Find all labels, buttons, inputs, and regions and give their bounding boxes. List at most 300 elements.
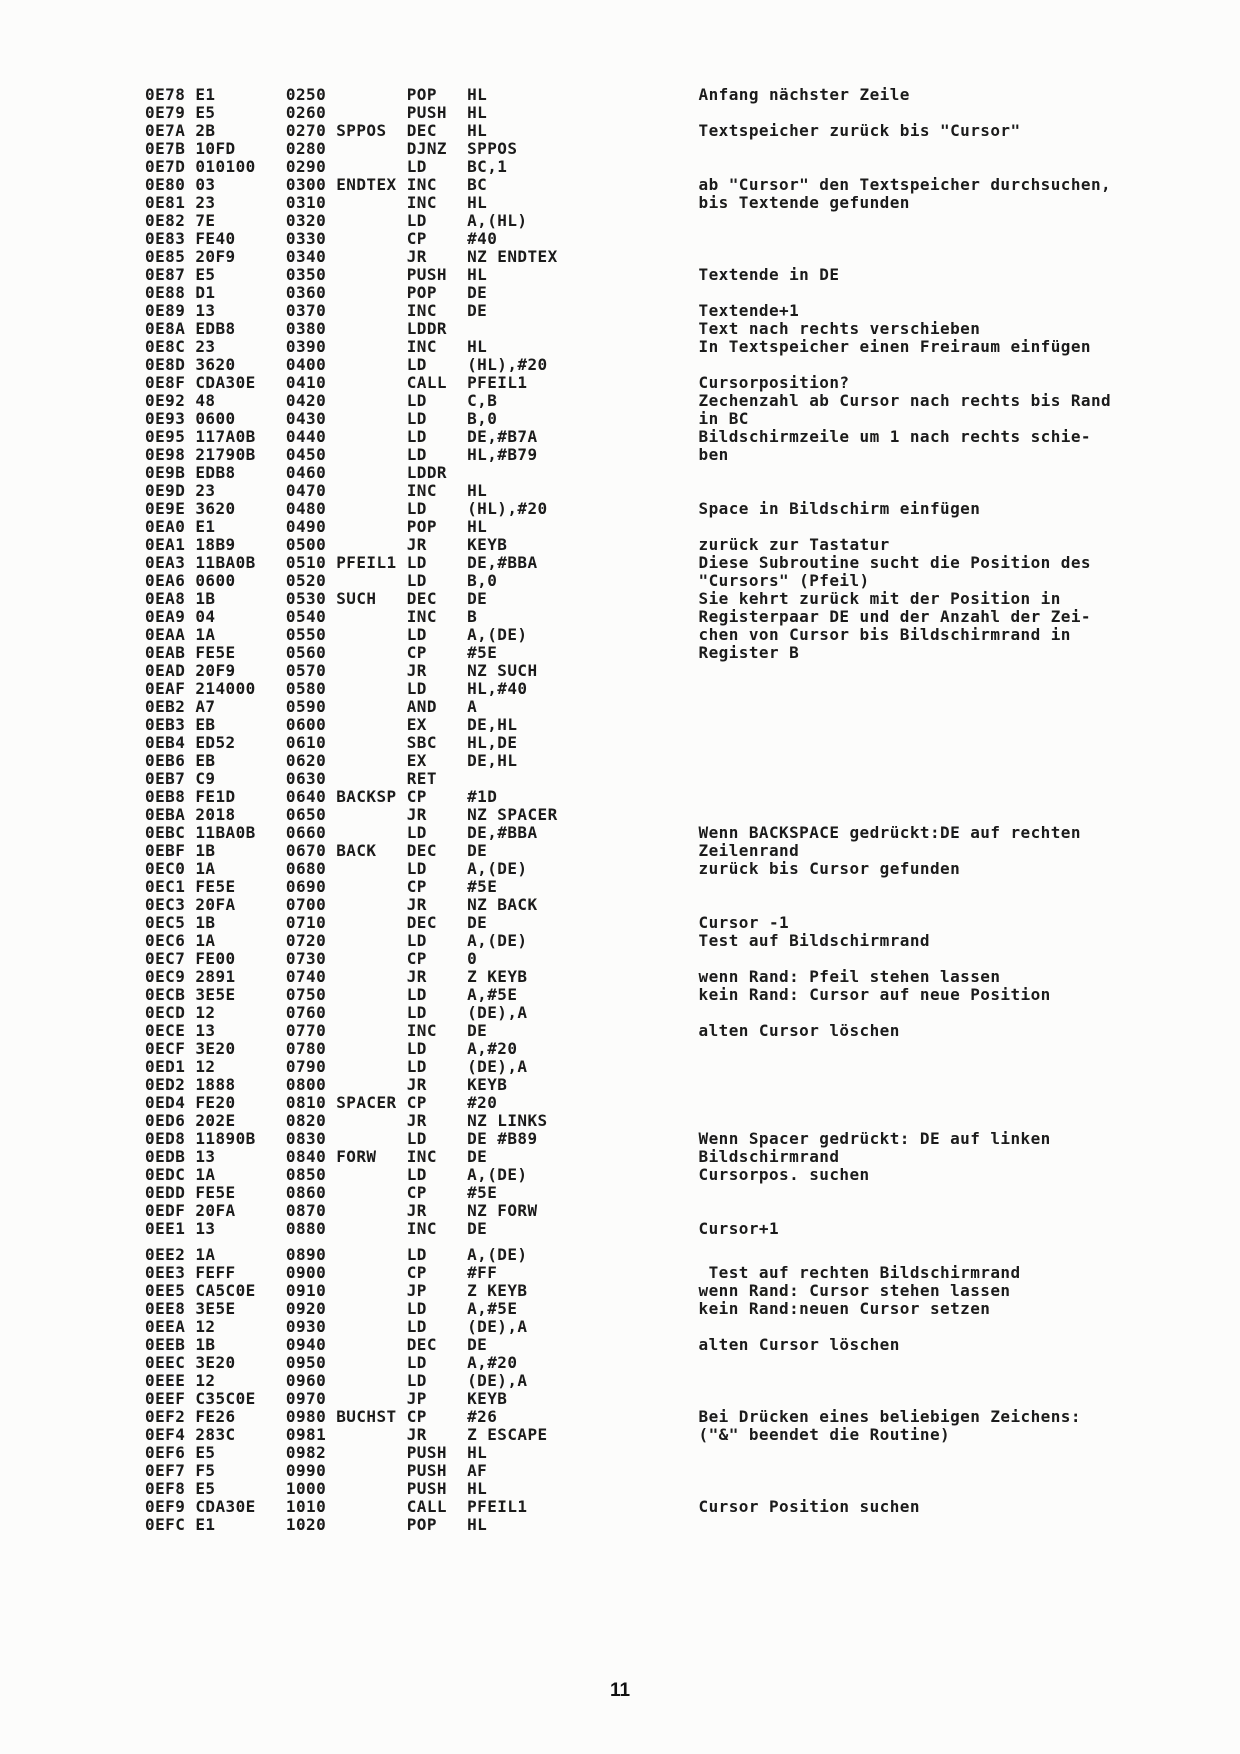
address-cell: 0E8D bbox=[145, 355, 196, 374]
bytes-cell: EDB8 bbox=[195, 319, 286, 338]
mnemonic-cell: JR bbox=[406, 967, 468, 986]
label-cell bbox=[336, 1003, 406, 1022]
address-cell: 0E80 bbox=[145, 175, 196, 194]
line-number-cell: 0700 bbox=[285, 895, 337, 914]
line-number-cell: 0490 bbox=[285, 517, 337, 536]
line-number-cell: 0850 bbox=[285, 1165, 337, 1184]
mnemonic-cell: LD bbox=[406, 1299, 468, 1318]
label-cell: SUCH bbox=[336, 589, 407, 608]
label-cell bbox=[336, 283, 406, 302]
address-cell: 0EB4 bbox=[145, 733, 196, 752]
address-cell: 0E92 bbox=[145, 391, 196, 410]
mnemonic-cell: INC bbox=[406, 1147, 468, 1166]
comment-cell: chen von Cursor bis Bildschirmrand in bbox=[698, 625, 1071, 644]
address-cell: 0EAF bbox=[145, 679, 196, 698]
bytes-cell: 3E5E bbox=[195, 985, 286, 1004]
listing-row bbox=[145, 1498, 1111, 1516]
label-cell bbox=[336, 949, 406, 968]
mnemonic-cell: INC bbox=[406, 481, 468, 500]
label-cell bbox=[336, 445, 406, 464]
mnemonic-cell: CP bbox=[406, 787, 468, 806]
address-cell: 0EA9 bbox=[145, 607, 196, 626]
label-cell bbox=[336, 877, 406, 896]
listing-row bbox=[145, 896, 1111, 914]
label-cell bbox=[336, 1129, 406, 1148]
mnemonic-cell: LD bbox=[406, 1003, 468, 1022]
operand-cell bbox=[467, 769, 698, 788]
listing-row bbox=[145, 1094, 1111, 1112]
operand-cell bbox=[467, 319, 698, 338]
comment-cell: Space in Bildschirm einfügen bbox=[698, 499, 981, 518]
comment-cell: ben bbox=[698, 445, 729, 464]
mnemonic-cell: INC bbox=[406, 193, 468, 212]
bytes-cell: 0600 bbox=[195, 571, 286, 590]
operand-cell: DE bbox=[467, 913, 699, 932]
address-cell: 0E7A bbox=[145, 121, 196, 140]
operand-cell: A,(HL) bbox=[467, 211, 699, 230]
bytes-cell: 23 bbox=[195, 337, 286, 356]
address-cell: 0E9D bbox=[145, 481, 196, 500]
bytes-cell: 1B bbox=[195, 913, 286, 932]
label-cell: SPACER bbox=[336, 1093, 407, 1112]
label-cell bbox=[336, 517, 406, 536]
listing-row bbox=[145, 518, 1111, 536]
address-cell: 0EC0 bbox=[145, 859, 196, 878]
mnemonic-cell: LDDR bbox=[406, 463, 468, 482]
listing-row bbox=[145, 428, 1111, 446]
line-number-cell: 0350 bbox=[285, 265, 337, 284]
operand-cell: HL bbox=[467, 517, 699, 536]
label-cell bbox=[336, 1165, 406, 1184]
label-cell bbox=[336, 1201, 406, 1220]
listing-row bbox=[145, 410, 1111, 428]
listing-row bbox=[145, 302, 1111, 320]
address-cell: 0EBA bbox=[145, 805, 196, 824]
mnemonic-cell: LD bbox=[406, 157, 468, 176]
address-cell: 0E88 bbox=[145, 283, 196, 302]
operand-cell: DE bbox=[467, 283, 699, 302]
line-number-cell: 0580 bbox=[285, 679, 337, 698]
comment-cell: Cursorposition? bbox=[698, 373, 850, 392]
bytes-cell: 13 bbox=[195, 1021, 286, 1040]
label-cell bbox=[336, 1219, 406, 1238]
label-cell bbox=[336, 715, 406, 734]
label-cell bbox=[336, 751, 406, 770]
operand-cell: A,(DE) bbox=[467, 931, 699, 950]
listing-row bbox=[145, 140, 1111, 158]
line-number-cell: 0982 bbox=[285, 1443, 337, 1462]
listing-row bbox=[145, 770, 1111, 788]
listing-row bbox=[145, 446, 1111, 464]
label-cell: BUCHST bbox=[336, 1407, 407, 1426]
listing-row bbox=[145, 644, 1111, 662]
comment-cell: Cursor+1 bbox=[698, 1219, 780, 1238]
line-number-cell: 0880 bbox=[285, 1219, 337, 1238]
line-number-cell: 0680 bbox=[285, 859, 337, 878]
line-number-cell: 0980 bbox=[285, 1407, 337, 1426]
line-number-cell: 0730 bbox=[285, 949, 337, 968]
address-cell: 0E85 bbox=[145, 247, 196, 266]
label-cell bbox=[336, 391, 406, 410]
operand-cell: A,(DE) bbox=[467, 1245, 699, 1264]
mnemonic-cell: LD bbox=[406, 409, 468, 428]
listing-row bbox=[145, 932, 1111, 950]
line-number-cell: 0310 bbox=[285, 193, 337, 212]
operand-cell: HL bbox=[467, 193, 699, 212]
line-number-cell: 0981 bbox=[285, 1425, 337, 1444]
label-cell bbox=[336, 859, 406, 878]
comment-cell: Anfang nächster Zeile bbox=[698, 85, 910, 104]
listing-row bbox=[145, 1246, 1111, 1264]
line-number-cell: 0910 bbox=[285, 1281, 337, 1300]
label-cell bbox=[336, 1443, 406, 1462]
comment-cell: Bildschirmzeile um 1 nach rechts schie- bbox=[698, 427, 1091, 446]
listing-row bbox=[145, 1264, 1111, 1282]
label-cell bbox=[336, 571, 406, 590]
comment-cell: Bei Drücken eines beliebigen Zeichens: bbox=[698, 1407, 1081, 1426]
mnemonic-cell: LD bbox=[406, 931, 468, 950]
label-cell bbox=[336, 1111, 406, 1130]
line-number-cell: 0710 bbox=[285, 913, 337, 932]
address-cell: 0EC9 bbox=[145, 967, 196, 986]
address-cell: 0EF6 bbox=[145, 1443, 196, 1462]
bytes-cell: 12 bbox=[195, 1317, 286, 1336]
comment-cell: wenn Rand: Cursor stehen lassen bbox=[698, 1281, 1011, 1300]
mnemonic-cell: LD bbox=[406, 1371, 468, 1390]
bytes-cell: 1A bbox=[195, 1245, 286, 1264]
operand-cell: (DE),A bbox=[467, 1057, 699, 1076]
address-cell: 0EE1 bbox=[145, 1219, 196, 1238]
address-cell: 0EC5 bbox=[145, 913, 196, 932]
bytes-cell: 12 bbox=[195, 1371, 286, 1390]
bytes-cell: 10FD bbox=[195, 139, 286, 158]
mnemonic-cell: RET bbox=[406, 769, 468, 788]
comment-cell: Sie kehrt zurück mit der Position in bbox=[698, 589, 1061, 608]
bytes-cell: 11BA0B bbox=[195, 823, 286, 842]
address-cell: 0E9E bbox=[145, 499, 196, 518]
listing-row bbox=[145, 1444, 1111, 1462]
line-number-cell: 0360 bbox=[285, 283, 337, 302]
bytes-cell: E5 bbox=[195, 1479, 286, 1498]
bytes-cell: 214000 bbox=[195, 679, 286, 698]
label-cell: SPPOS bbox=[336, 121, 407, 140]
line-number-cell: 0480 bbox=[285, 499, 337, 518]
bytes-cell: 48 bbox=[195, 391, 286, 410]
mnemonic-cell: JR bbox=[406, 895, 468, 914]
bytes-cell: E1 bbox=[195, 85, 286, 104]
line-number-cell: 0330 bbox=[285, 229, 337, 248]
address-cell: 0E81 bbox=[145, 193, 196, 212]
operand-cell: DE,#BBA bbox=[467, 553, 699, 572]
listing-row bbox=[145, 1076, 1111, 1094]
operand-cell: BC,1 bbox=[467, 157, 699, 176]
address-cell: 0ED6 bbox=[145, 1111, 196, 1130]
mnemonic-cell: CP bbox=[406, 1407, 468, 1426]
label-cell bbox=[336, 499, 406, 518]
label-cell bbox=[336, 103, 406, 122]
address-cell: 0ED2 bbox=[145, 1075, 196, 1094]
bytes-cell: 20FA bbox=[195, 1201, 286, 1220]
operand-cell: B,0 bbox=[467, 409, 699, 428]
address-cell: 0EDB bbox=[145, 1147, 196, 1166]
comment-cell: ab "Cursor" den Textspeicher durchsuchen, bbox=[698, 175, 1112, 194]
mnemonic-cell: LD bbox=[406, 1165, 468, 1184]
operand-cell: HL,DE bbox=[467, 733, 699, 752]
operand-cell: Z KEYB bbox=[467, 1281, 699, 1300]
mnemonic-cell: PUSH bbox=[406, 103, 468, 122]
mnemonic-cell: LD bbox=[406, 985, 468, 1004]
operand-cell: DE,#B7A bbox=[467, 427, 699, 446]
mnemonic-cell: EX bbox=[406, 715, 468, 734]
line-number-cell: 0760 bbox=[285, 1003, 337, 1022]
label-cell bbox=[336, 769, 406, 788]
operand-cell: DE,HL bbox=[467, 751, 699, 770]
operand-cell: A,(DE) bbox=[467, 625, 699, 644]
operand-cell: B bbox=[467, 607, 699, 626]
mnemonic-cell: LD bbox=[406, 823, 468, 842]
address-cell: 0EB3 bbox=[145, 715, 196, 734]
mnemonic-cell: PUSH bbox=[406, 265, 468, 284]
label-cell bbox=[336, 1371, 406, 1390]
address-cell: 0E79 bbox=[145, 103, 196, 122]
mnemonic-cell: LD bbox=[406, 1353, 468, 1372]
listing-row bbox=[145, 1462, 1111, 1480]
listing-row bbox=[145, 1022, 1111, 1040]
mnemonic-cell: LD bbox=[406, 445, 468, 464]
address-cell: 0EA1 bbox=[145, 535, 196, 554]
line-number-cell: 0810 bbox=[285, 1093, 337, 1112]
bytes-cell: FEFF bbox=[195, 1263, 286, 1282]
listing-row bbox=[145, 698, 1111, 716]
operand-cell: A,(DE) bbox=[467, 1165, 699, 1184]
line-number-cell: 0550 bbox=[285, 625, 337, 644]
bytes-cell: FE00 bbox=[195, 949, 286, 968]
listing-row bbox=[145, 1390, 1111, 1408]
label-cell: ENDTEX bbox=[336, 175, 407, 194]
label-cell bbox=[336, 481, 406, 500]
label-cell: PFEIL1 bbox=[336, 553, 407, 572]
operand-cell: #FF bbox=[467, 1263, 699, 1282]
bytes-cell: 0600 bbox=[195, 409, 286, 428]
bytes-cell: 1B bbox=[195, 841, 286, 860]
address-cell: 0ED1 bbox=[145, 1057, 196, 1076]
operand-cell: A,#5E bbox=[467, 985, 699, 1004]
bytes-cell: 2891 bbox=[195, 967, 286, 986]
bytes-cell: 3E5E bbox=[195, 1299, 286, 1318]
label-cell bbox=[336, 1057, 406, 1076]
label-cell bbox=[336, 895, 406, 914]
line-number-cell: 0600 bbox=[285, 715, 337, 734]
line-number-cell: 0750 bbox=[285, 985, 337, 1004]
mnemonic-cell: JR bbox=[406, 535, 468, 554]
line-number-cell: 0740 bbox=[285, 967, 337, 986]
operand-cell: DE,HL bbox=[467, 715, 699, 734]
line-number-cell: 0320 bbox=[285, 211, 337, 230]
mnemonic-cell: EX bbox=[406, 751, 468, 770]
label-cell bbox=[336, 85, 406, 104]
comment-cell: Wenn BACKSPACE gedrückt:DE auf rechten bbox=[698, 823, 1081, 842]
label-cell bbox=[336, 1299, 406, 1318]
operand-cell: HL,#40 bbox=[467, 679, 699, 698]
listing-row bbox=[145, 1426, 1111, 1444]
label-cell bbox=[336, 931, 406, 950]
address-cell: 0E89 bbox=[145, 301, 196, 320]
bytes-cell: 7E bbox=[195, 211, 286, 230]
address-cell: 0EA0 bbox=[145, 517, 196, 536]
operand-cell: A bbox=[467, 697, 699, 716]
listing-row bbox=[145, 860, 1111, 878]
bytes-cell: FE40 bbox=[195, 229, 286, 248]
mnemonic-cell: CP bbox=[406, 877, 468, 896]
operand-cell: HL bbox=[467, 1515, 699, 1534]
operand-cell: #5E bbox=[467, 1183, 699, 1202]
address-cell: 0EA6 bbox=[145, 571, 196, 590]
line-number-cell: 0570 bbox=[285, 661, 337, 680]
bytes-cell: CDA30E bbox=[195, 373, 286, 392]
bytes-cell: 13 bbox=[195, 301, 286, 320]
bytes-cell: 202E bbox=[195, 1111, 286, 1130]
mnemonic-cell: POP bbox=[406, 283, 468, 302]
mnemonic-cell: LD bbox=[406, 679, 468, 698]
listing-row bbox=[145, 1112, 1111, 1130]
bytes-cell: CA5C0E bbox=[195, 1281, 286, 1300]
label-cell bbox=[336, 1353, 406, 1372]
label-cell bbox=[336, 1021, 406, 1040]
address-cell: 0E8F bbox=[145, 373, 196, 392]
bytes-cell: 04 bbox=[195, 607, 286, 626]
address-cell: 0E93 bbox=[145, 409, 196, 428]
address-cell: 0ECF bbox=[145, 1039, 196, 1058]
address-cell: 0EEE bbox=[145, 1371, 196, 1390]
line-number-cell: 0790 bbox=[285, 1057, 337, 1076]
mnemonic-cell: SBC bbox=[406, 733, 468, 752]
mnemonic-cell: DJNZ bbox=[406, 139, 468, 158]
address-cell: 0EE2 bbox=[145, 1245, 196, 1264]
listing-row bbox=[145, 1282, 1111, 1300]
line-number-cell: 1020 bbox=[285, 1515, 337, 1534]
bytes-cell: 010100 bbox=[195, 157, 286, 176]
listing-row bbox=[145, 1166, 1111, 1184]
label-cell bbox=[336, 1183, 406, 1202]
operand-cell: HL bbox=[467, 337, 699, 356]
address-cell: 0EA8 bbox=[145, 589, 196, 608]
line-number-cell: 0260 bbox=[285, 103, 337, 122]
listing-row bbox=[145, 1408, 1111, 1426]
comment-cell: Cursor -1 bbox=[698, 913, 790, 932]
bytes-cell: E1 bbox=[195, 1515, 286, 1534]
comment-cell: Register B bbox=[698, 643, 800, 662]
line-number-cell: 0430 bbox=[285, 409, 337, 428]
bytes-cell: 3E20 bbox=[195, 1353, 286, 1372]
operand-cell: KEYB bbox=[467, 535, 699, 554]
assembly-listing bbox=[145, 86, 1111, 1534]
label-cell bbox=[336, 1335, 406, 1354]
bytes-cell: EB bbox=[195, 715, 286, 734]
bytes-cell: 1B bbox=[195, 589, 286, 608]
label-cell bbox=[336, 229, 406, 248]
operand-cell: NZ ENDTEX bbox=[467, 247, 699, 266]
comment-cell: zurück zur Tastatur bbox=[698, 535, 890, 554]
comment-cell: "Cursors" (Pfeil) bbox=[698, 571, 870, 590]
operand-cell: 0 bbox=[467, 949, 699, 968]
mnemonic-cell: CP bbox=[406, 229, 468, 248]
operand-cell: KEYB bbox=[467, 1075, 699, 1094]
mnemonic-cell: DEC bbox=[406, 121, 468, 140]
operand-cell: #1D bbox=[467, 787, 699, 806]
bytes-cell: 3620 bbox=[195, 499, 286, 518]
bytes-cell: 1B bbox=[195, 1335, 286, 1354]
mnemonic-cell: LD bbox=[406, 1039, 468, 1058]
label-cell bbox=[336, 211, 406, 230]
mnemonic-cell: INC bbox=[406, 175, 468, 194]
mnemonic-cell: LD bbox=[406, 571, 468, 590]
label-cell bbox=[336, 643, 406, 662]
operand-cell: #5E bbox=[467, 643, 699, 662]
listing-row bbox=[145, 1202, 1111, 1220]
listing-row bbox=[145, 1318, 1111, 1336]
label-cell bbox=[336, 1245, 406, 1264]
address-cell: 0E7D bbox=[145, 157, 196, 176]
bytes-cell: E5 bbox=[195, 1443, 286, 1462]
comment-cell: Zechenzahl ab Cursor nach rechts bis Rand bbox=[698, 391, 1112, 410]
bytes-cell: A7 bbox=[195, 697, 286, 716]
bytes-cell: 1A bbox=[195, 931, 286, 950]
comment-cell: Zeilenrand bbox=[698, 841, 800, 860]
address-cell: 0EC7 bbox=[145, 949, 196, 968]
operand-cell: NZ SPACER bbox=[467, 805, 699, 824]
line-number-cell: 0950 bbox=[285, 1353, 337, 1372]
address-cell: 0E87 bbox=[145, 265, 196, 284]
mnemonic-cell: LD bbox=[406, 211, 468, 230]
address-cell: 0E78 bbox=[145, 85, 196, 104]
line-number-cell: 0610 bbox=[285, 733, 337, 752]
mnemonic-cell: LD bbox=[406, 355, 468, 374]
label-cell bbox=[336, 823, 406, 842]
label-cell bbox=[336, 1515, 406, 1534]
address-cell: 0EBF bbox=[145, 841, 196, 860]
bytes-cell: 13 bbox=[195, 1219, 286, 1238]
listing-row bbox=[145, 788, 1111, 806]
listing-row bbox=[145, 1516, 1111, 1534]
address-cell: 0ECE bbox=[145, 1021, 196, 1040]
listing-row bbox=[145, 1354, 1111, 1372]
line-number-cell: 0470 bbox=[285, 481, 337, 500]
line-number-cell: 0440 bbox=[285, 427, 337, 446]
listing-row bbox=[145, 1184, 1111, 1202]
address-cell: 0EE3 bbox=[145, 1263, 196, 1282]
mnemonic-cell: LD bbox=[406, 391, 468, 410]
operand-cell: HL bbox=[467, 85, 699, 104]
address-cell: 0EE5 bbox=[145, 1281, 196, 1300]
line-number-cell: 0720 bbox=[285, 931, 337, 950]
mnemonic-cell: PUSH bbox=[406, 1443, 468, 1462]
mnemonic-cell: JR bbox=[406, 247, 468, 266]
bytes-cell: FE5E bbox=[195, 1183, 286, 1202]
listing-row bbox=[145, 806, 1111, 824]
mnemonic-cell: CP bbox=[406, 1263, 468, 1282]
line-number-cell: 0290 bbox=[285, 157, 337, 176]
bytes-cell: 20FA bbox=[195, 895, 286, 914]
label-cell bbox=[336, 319, 406, 338]
listing-row bbox=[145, 1058, 1111, 1076]
bytes-cell: 2B bbox=[195, 121, 286, 140]
operand-cell: #5E bbox=[467, 877, 699, 896]
address-cell: 0EC3 bbox=[145, 895, 196, 914]
operand-cell: (HL),#20 bbox=[467, 355, 699, 374]
listing-row bbox=[145, 1480, 1111, 1498]
line-number-cell: 0870 bbox=[285, 1201, 337, 1220]
bytes-cell: 20F9 bbox=[195, 247, 286, 266]
